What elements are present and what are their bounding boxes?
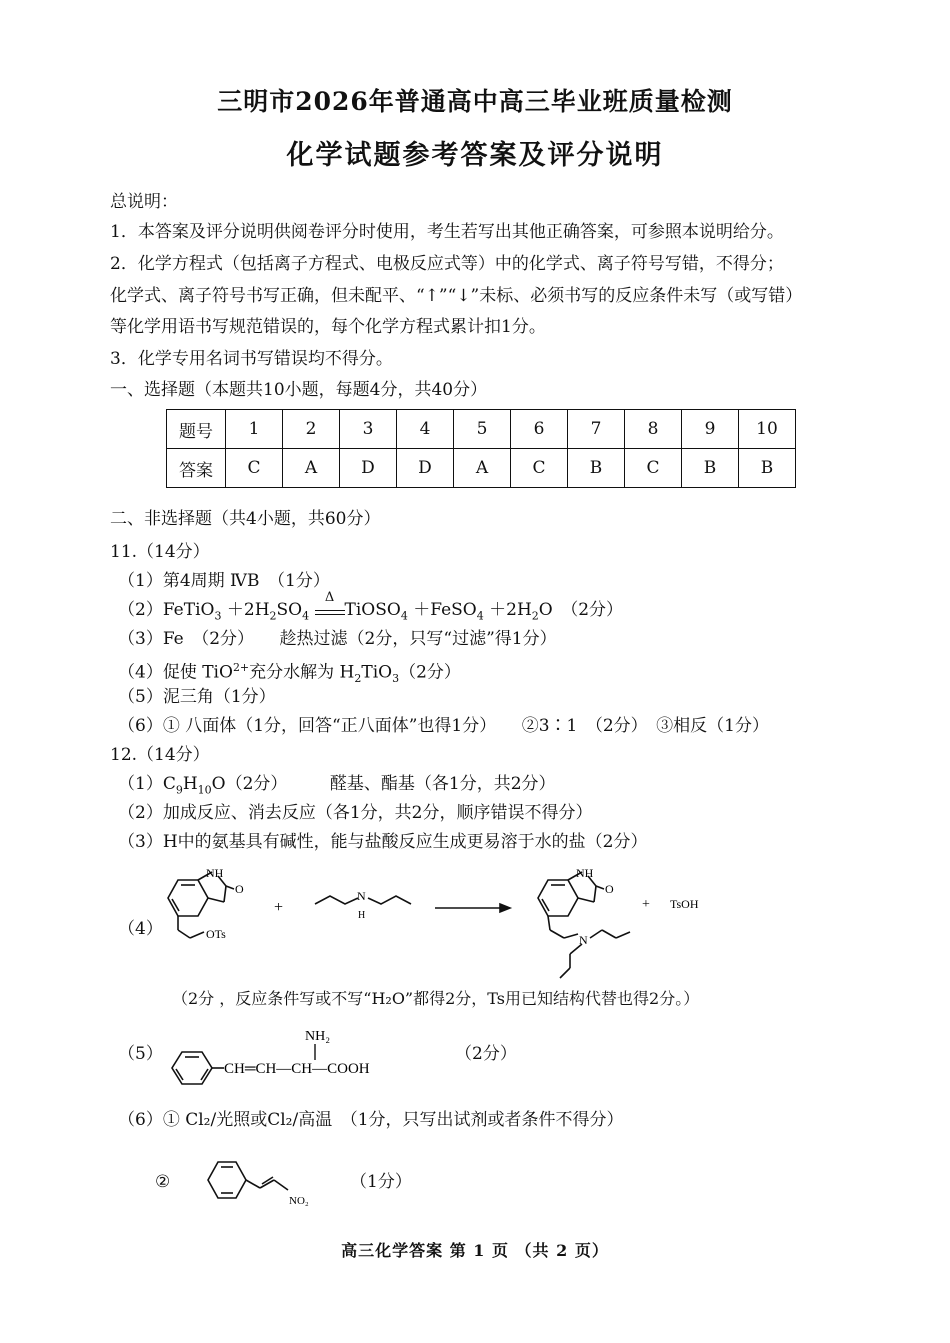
formula-part: （2）FeTiO [118, 600, 215, 620]
q11-answer-1: （1）第4周期 ⅣB （1分） [118, 571, 330, 591]
subscript: 2 [531, 609, 539, 623]
cyclohexadiene-ring [208, 1162, 288, 1198]
q11-heading: 11.（14分） [110, 542, 210, 562]
general-item-2a: 2．化学方程式（包括离子方程式、电极反应式等）中的化学式、离子符号写错，不得分； [110, 254, 784, 274]
section2-heading: 二、非选择题（共4小题，共60分） [110, 509, 381, 529]
answer-cell: B [568, 449, 625, 488]
q11-answer-5: （5）泥三角（1分） [118, 687, 276, 707]
answer-cell: A [283, 449, 340, 488]
q12-heading: 12.（14分） [110, 745, 210, 765]
question-number: 6 [511, 410, 568, 449]
answer-cell: C [226, 449, 283, 488]
general-item-1: 1．本答案及评分说明供阅卷评分时使用，考生若写出其他正确答案，可参照本说明给分。 [110, 222, 784, 242]
general-item-3: 3．化学专用名词书写错误均不得分。 [110, 349, 393, 369]
table-row-answers [167, 449, 796, 488]
answer-cell: C [511, 449, 568, 488]
side-chain-label: CH═CH—CH—COOH [224, 1061, 370, 1077]
answer-cell: C [625, 449, 682, 488]
q12-answer-2: （2）加成反应、消去反应（各1分，共2分，顺序错误不得分） [118, 803, 593, 823]
reaction-scheme [150, 862, 720, 982]
question-number: 5 [454, 410, 511, 449]
answer-cell: D [340, 449, 397, 488]
amino-group-label: NH₂ [305, 1029, 331, 1044]
text-part: （4）促使 TiO [118, 662, 233, 683]
section1-heading: 一、选择题（本题共10小题，每题4分，共40分） [110, 380, 488, 400]
q12-answer-1 [118, 773, 556, 801]
q12-answer-6-2-label: ② [155, 1172, 171, 1192]
answer-cell: A [454, 449, 511, 488]
reaction-arrow-main [435, 904, 510, 912]
q12-answer-6-2-score: （1分） [350, 1172, 412, 1192]
text-part: （2分） [399, 662, 461, 683]
row-label-answer: 答案 [167, 449, 226, 488]
q12-answer-6-1: （6）① Cl₂/光照或Cl₂/高温 （1分，只写出试剂或者条件不得分） [118, 1110, 624, 1130]
general-item-2b: 化学式、离子符号书写正确，但未配平、“↑”“↓”未标、必须书写的反应条件未写（或写错） [110, 286, 803, 306]
ots-label: OTs [206, 927, 226, 941]
formula-part: H [182, 774, 198, 794]
q11-answer-6: （6）① 八面体（1分，回答“正八面体”也得1分） ②3∶1 （2分） ③相反（1分） [118, 716, 769, 736]
formula-part: SO [276, 600, 303, 620]
q12-answer-5-label: （5） [118, 1044, 163, 1064]
table-row-numbers [167, 410, 796, 449]
phenylbutenoic-acid-structure [168, 1022, 418, 1092]
formula-part: O （2分） [538, 600, 624, 620]
exam-title: 三明市2026年普通高中高三毕业班质量检测 [217, 87, 733, 116]
subscript: 2 [269, 609, 277, 623]
q12-answer-4-note: （2分 ，反应条件写或不写“H₂O”都得2分，Ts用已知结构代替也得2分。） [172, 989, 700, 1008]
plus-sign: + [274, 899, 284, 916]
subscript: 10 [197, 783, 212, 797]
nh-label: NH [206, 866, 224, 880]
choice-answer-table [166, 409, 796, 488]
text-part: 充分水解为 H [249, 662, 355, 683]
formula-part: ＋2H [221, 600, 270, 620]
question-number: 4 [397, 410, 454, 449]
amine-h-label: H [358, 910, 366, 921]
general-item-2c: 等化学用语书写规范错误的，每个化学方程式累计扣1分。 [110, 317, 546, 337]
formula-part: O（2分） 醛基、酯基（各1分，共2分） [211, 774, 556, 794]
page-footer: 高三化学答案 第 1 页 （共 2 页） [341, 1241, 609, 1260]
benzene-ring [172, 1052, 224, 1084]
general-heading: 总说明： [110, 192, 178, 212]
subscript: 9 [175, 783, 183, 797]
carbonyl-o-label: O [235, 882, 244, 896]
subscript: 3 [214, 609, 222, 623]
row-label-question: 题号 [167, 410, 226, 449]
question-number: 3 [340, 410, 397, 449]
formula-part: TiOSO [344, 600, 401, 620]
question-number: 10 [739, 410, 796, 449]
ropinirole-product [538, 872, 630, 978]
answer-cell: D [397, 449, 454, 488]
subscript: 2 [354, 672, 362, 686]
answer-cell: B [682, 449, 739, 488]
answer-key-title: 化学试题参考答案及评分说明 [286, 140, 664, 171]
product-n-label: N [579, 933, 588, 947]
formula-part: ＋FeSO [407, 600, 477, 620]
product-o-label: O [605, 882, 614, 896]
nitro-group-label: NO₂ [289, 1195, 309, 1207]
formula-part: （1）C [118, 774, 176, 794]
plus-sign-2: + [642, 897, 650, 912]
q12-answer-3: （3）H中的氨基具有碱性，能与盐酸反应生成更易溶于水的盐（2分） [118, 832, 648, 852]
answer-cell: B [739, 449, 796, 488]
question-number: 7 [568, 410, 625, 449]
subscript: 4 [476, 609, 484, 623]
q11-answer-2 [118, 590, 624, 627]
heat-condition: Δ [324, 590, 335, 605]
product-nh-label: NH [576, 866, 594, 880]
subscript: 4 [400, 609, 408, 623]
nitro-alkene-structure [200, 1150, 330, 1220]
question-number: 9 [682, 410, 739, 449]
reaction-arrow [315, 590, 345, 615]
text-part: TiO [361, 662, 393, 683]
superscript: 2+ [232, 661, 250, 674]
question-number: 2 [283, 410, 340, 449]
question-number: 1 [226, 410, 283, 449]
subscript: 4 [302, 609, 310, 623]
q12-answer-4-label: （4） [118, 919, 163, 939]
formula-part: ＋2H [483, 600, 532, 620]
q12-answer-5-score: （2分） [455, 1044, 517, 1064]
q11-answer-3: （3）Fe （2分） 趁热过滤（2分，只写“过滤”得1分） [118, 629, 557, 649]
subscript: 3 [392, 672, 400, 686]
amine-n-label: N [357, 889, 366, 903]
tsoh-label: TsOH [670, 897, 699, 911]
question-number: 8 [625, 410, 682, 449]
